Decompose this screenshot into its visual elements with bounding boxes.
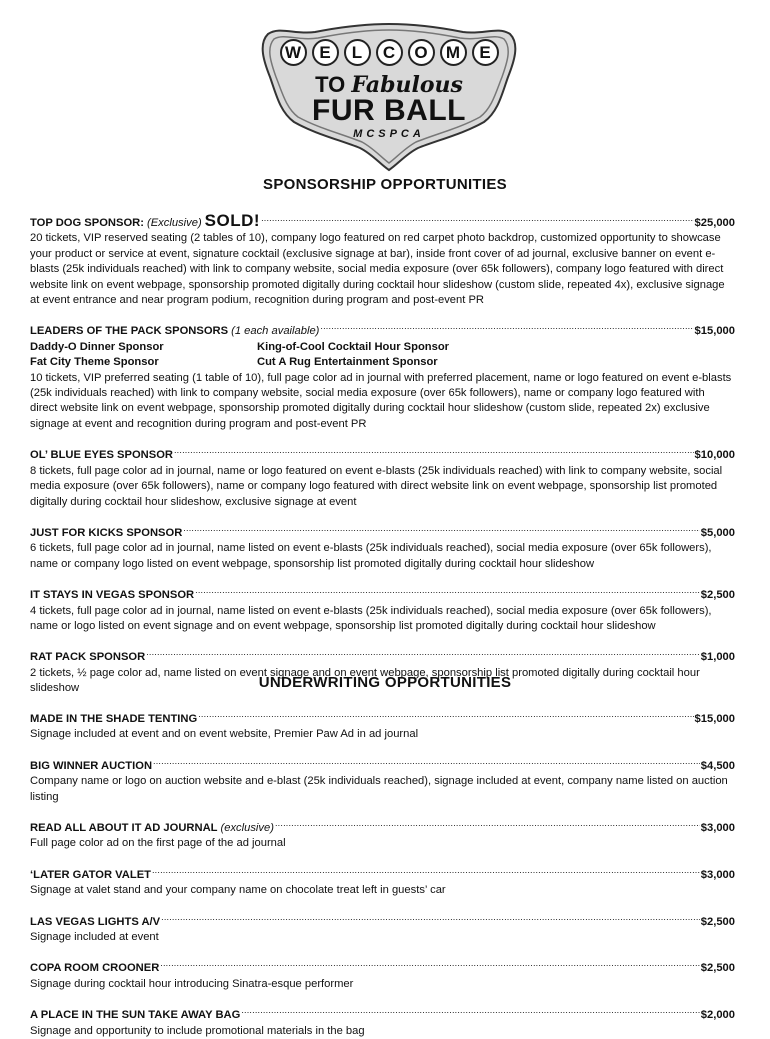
- sponsor-it-stays-in-vegas: [30, 583, 735, 634]
- entry-name: ‘LATER GATOR VALET: [30, 868, 151, 881]
- sponsor-ol-blue-eyes: [30, 443, 735, 510]
- entry-note: (1 each available): [231, 325, 320, 338]
- underwriting-av: [30, 910, 735, 946]
- entry-description: 20 tickets, VIP reserved seating (2 tables of 10), company logo featured on red carpet photo backdrop, customized opportunity to showcase your product or service at event, signature cocktail (exclusive signage at bar), inside front cover of ad journal, exclusive banner on event e-blasts (25k individuals reached) with link to company website, social media exposure (over 65k followers), company logo featured with direct website link on event webpage, sponsorship promoted digitally during cocktail hour slideshow (custom slide, repeated 4x), exclusive signage at event entrance and near program podium, recognition during program and post-event PR: [30, 232, 725, 307]
- sponsor-names: [30, 340, 735, 371]
- entry-header: [30, 863, 735, 883]
- entry-description: 2 tickets, ½ page color ad, name listed on event signage and on event webpage, sponsorship list promoted digitally during cocktail hour slideshow: [30, 666, 700, 695]
- entry-name: COPA ROOM CROONER: [30, 962, 160, 975]
- logo-fabulous: Fabulous: [351, 72, 463, 98]
- entry-header: [30, 754, 735, 774]
- entry-price: $2,500: [700, 589, 735, 602]
- welcome-letter: O: [408, 39, 435, 66]
- dot-leader: [153, 754, 700, 769]
- furball-logo: [258, 22, 520, 172]
- underwriting-ad-journal: [30, 816, 735, 852]
- entry-header: [30, 521, 735, 541]
- dot-leader: [160, 956, 700, 971]
- sponsor-just-for-kicks: [30, 521, 735, 572]
- entry-price: $3,000: [700, 868, 735, 881]
- logo-to: TO: [315, 72, 346, 97]
- entry-price: $5,000: [700, 526, 735, 539]
- sponsor-name: King-of-Cool Cocktail Hour Sponsor: [257, 340, 450, 353]
- dot-leader: [241, 1003, 699, 1018]
- entry-price: $2,500: [700, 915, 735, 928]
- entry-price: $2,000: [700, 1009, 735, 1022]
- dot-leader: [183, 521, 699, 536]
- entry-name: LAS VEGAS LIGHTS A/V: [30, 915, 161, 928]
- entry-description: Full page color ad on the first page of the ad journal: [30, 837, 286, 850]
- entry-name: IT STAYS IN VEGAS SPONSOR: [30, 589, 195, 602]
- dot-leader: [195, 583, 700, 598]
- entry-header: [30, 211, 735, 231]
- sold-badge: SOLD!: [204, 211, 261, 230]
- entry-name: LEADERS OF THE PACK SPONSORS: [30, 325, 229, 338]
- entry-header: [30, 443, 735, 463]
- entry-header: [30, 707, 735, 727]
- entry-price: $3,000: [700, 822, 735, 835]
- entry-description: 4 tickets, full page color ad in journal, name listed on event e-blasts (25k individuals reached), social media exposure (over 65k followers), name or logo listed on event signage and on event webpage, sponsorship list promoted digitally during cocktail hour slideshow: [30, 604, 712, 632]
- dot-leader: [320, 319, 693, 334]
- entry-description: Signage during cocktail hour introducing Sinatra-esque performer: [30, 977, 354, 990]
- underwriting-crooner: [30, 956, 735, 992]
- entry-description: 6 tickets, full page color ad in journal, name listed on event e-blasts (25k individuals reached), social media exposure (over 65k followers), name or company logo listed on event webpage, sponsorship list promoted digitally during cocktail hour slideshow: [30, 542, 712, 570]
- logo-org: MCSPCA: [353, 128, 425, 140]
- sponsorship-list: [30, 211, 735, 697]
- entry-name: BIG WINNER AUCTION: [30, 759, 153, 772]
- entry-note: (Exclusive): [146, 217, 202, 229]
- entry-name: RAT PACK SPONSOR: [30, 651, 146, 664]
- dot-leader: [261, 211, 693, 226]
- entry-header: [30, 816, 735, 836]
- entry-name: JUST FOR KICKS SPONSOR: [30, 526, 183, 539]
- entry-name: MADE IN THE SHADE TENTING: [30, 713, 198, 725]
- entry-price: $15,000: [694, 713, 735, 725]
- entry-price: $10,000: [694, 449, 735, 462]
- entry-note: (exclusive): [220, 822, 274, 835]
- entry-name: READ ALL ABOUT IT AD JOURNAL: [30, 822, 218, 835]
- welcome-letter: L: [344, 39, 371, 66]
- dot-leader: [146, 645, 700, 660]
- entry-header: [30, 910, 735, 930]
- welcome-letter: W: [280, 39, 307, 66]
- entry-price: $25,000: [694, 217, 735, 229]
- welcome-letter: E: [472, 39, 499, 66]
- dot-leader: [198, 707, 693, 722]
- entry-description: Signage and opportunity to include promotional materials in the bag: [30, 1024, 365, 1037]
- entry-description: 10 tickets, VIP preferred seating (1 table of 10), full page color ad in journal with preferred placement, name or logo featured on event e-blasts (25k individuals reached) with link to company website, social media exposure (over 65k followers), name or company logo featured with direct website link on event webpage, sponsorship promoted digitally during cocktail hour slideshow (custom slide, repeated 2x) exclusive signage at event and recognition during program and post-event PR: [30, 371, 732, 430]
- entry-price: $1,000: [700, 651, 735, 664]
- underwriting-list: [30, 707, 735, 1039]
- logo-title: FUR BALL: [312, 94, 466, 127]
- underwriting-valet: [30, 863, 735, 899]
- underwriting-shade-tenting: [30, 707, 735, 743]
- welcome-letter: E: [312, 39, 339, 66]
- dot-leader: [174, 443, 694, 458]
- entry-header: [30, 319, 735, 339]
- entry-description: Signage included at event: [30, 931, 159, 944]
- sponsor-top-dog: [30, 211, 735, 308]
- entry-description: 8 tickets, full page color ad in journal, name or logo featured on event e-blasts (25k individuals reached) with link to company website, social media exposure (over 65k followers), name or company logo featured with direct website link on event webpage, sponsorship list promoted digitally during cocktail hour slideshow, exclusive signage at event: [30, 464, 723, 508]
- dot-leader: [161, 910, 700, 925]
- entry-description: Signage at valet stand and your company name on chocolate treat left in guests’ car: [30, 884, 446, 897]
- entry-header: [30, 645, 735, 665]
- entry-price: $4,500: [700, 759, 735, 772]
- sponsor-name: Daddy-O Dinner Sponsor: [30, 340, 164, 353]
- sponsor-name: Fat City Theme Sponsor: [30, 356, 159, 369]
- dot-leader: [275, 816, 700, 831]
- underwriting-auction: [30, 754, 735, 805]
- entry-header: [30, 956, 735, 976]
- underwriting-heading: UNDERWRITING OPPORTUNITIES: [258, 674, 512, 691]
- entry-header: [30, 583, 735, 603]
- welcome-letter: C: [376, 39, 403, 66]
- dot-leader: [152, 863, 700, 878]
- welcome-balls: [258, 39, 520, 69]
- welcome-letter: M: [440, 39, 467, 66]
- underwriting-take-away-bag: [30, 1003, 735, 1039]
- sponsorship-heading: SPONSORSHIP OPPORTUNITIES: [263, 176, 507, 193]
- sponsor-name: Cut A Rug Entertainment Sponsor: [257, 356, 438, 369]
- entry-price: $2,500: [700, 962, 735, 975]
- entry-price: $15,000: [694, 325, 735, 338]
- entry-name: A PLACE IN THE SUN TAKE AWAY BAG: [30, 1009, 241, 1022]
- entry-header: [30, 1003, 735, 1023]
- sponsor-leaders: [30, 319, 735, 432]
- entry-description: Company name or logo on auction website and e-blast (25k individuals reached), signage included at event, company name listed on auction listing: [30, 775, 728, 803]
- entry-name: OL’ BLUE EYES SPONSOR: [30, 449, 173, 462]
- entry-description: Signage included at event and on event website, Premier Paw Ad in ad journal: [30, 728, 419, 741]
- entry-name: TOP DOG SPONSOR:: [30, 217, 144, 229]
